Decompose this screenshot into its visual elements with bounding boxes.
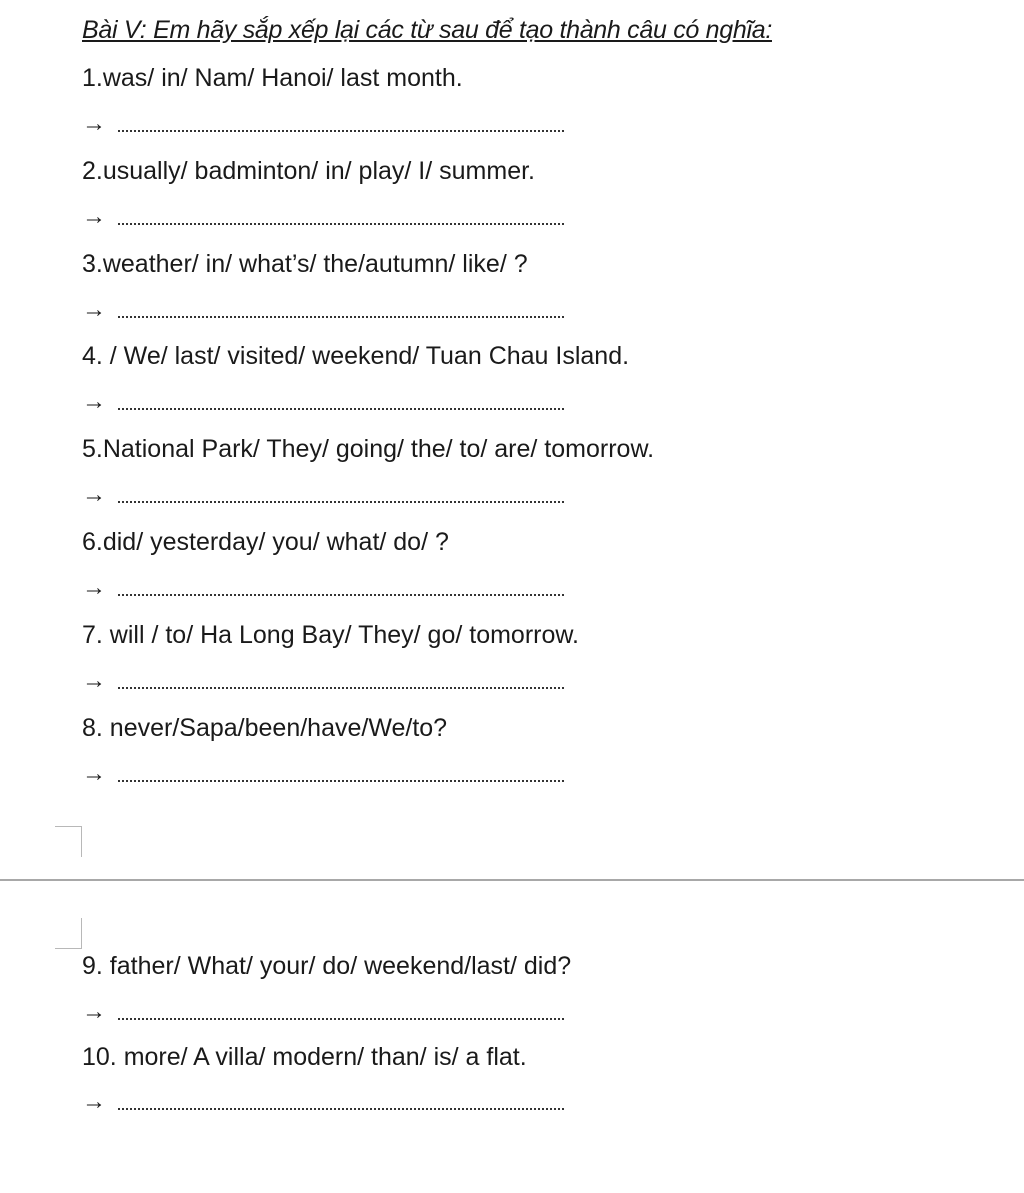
dotted-answer-blank[interactable] [118, 780, 564, 782]
page-break-divider [0, 879, 1024, 881]
dotted-answer-blank[interactable] [118, 1108, 564, 1110]
dotted-answer-blank[interactable] [118, 408, 564, 410]
question-9: 9. father/ What/ your/ do/ weekend/last/ did? [82, 952, 572, 980]
answer-line-10[interactable] [82, 1088, 572, 1117]
dotted-answer-blank[interactable] [118, 1018, 564, 1020]
arrow-icon: → [82, 574, 106, 601]
dotted-answer-blank[interactable] [118, 316, 564, 318]
exercise-title: Bài V: Em hãy sắp xếp lại các từ sau để tạo thành câu có nghĩa: [82, 16, 772, 44]
arrow-icon: → [82, 998, 106, 1025]
page-corner-mark [55, 826, 82, 857]
question-7: 7. will / to/ Ha Long Bay/ They/ go/ tomorrow. [82, 621, 579, 649]
answer-line-3[interactable] [82, 296, 572, 325]
answer-line-1[interactable] [82, 110, 572, 139]
dotted-answer-blank[interactable] [118, 501, 564, 503]
dotted-answer-blank[interactable] [118, 594, 564, 596]
answer-line-9[interactable] [82, 998, 572, 1027]
dotted-answer-blank[interactable] [118, 130, 564, 132]
answer-line-8[interactable] [82, 760, 572, 789]
question-6: 6.did/ yesterday/ you/ what/ do/ ? [82, 528, 449, 556]
answer-line-5[interactable] [82, 481, 572, 510]
arrow-icon: → [82, 296, 106, 323]
dotted-answer-blank[interactable] [118, 223, 564, 225]
question-4: 4. / We/ last/ visited/ weekend/ Tuan Chau Island. [82, 342, 630, 370]
question-2: 2.usually/ badminton/ in/ play/ I/ summer. [82, 157, 535, 185]
question-1: 1.was/ in/ Nam/ Hanoi/ last month. [82, 64, 463, 92]
question-8: 8. never/Sapa/been/have/We/to? [82, 714, 448, 742]
arrow-icon: → [82, 1088, 106, 1115]
question-3: 3.weather/ in/ what’s/ the/autumn/ like/ ? [82, 250, 528, 278]
answer-line-4[interactable] [82, 388, 572, 417]
answer-line-7[interactable] [82, 667, 572, 696]
arrow-icon: → [82, 760, 106, 787]
page-corner-mark [55, 918, 82, 949]
answer-line-2[interactable] [82, 203, 572, 232]
dotted-answer-blank[interactable] [118, 687, 564, 689]
arrow-icon: → [82, 388, 106, 415]
arrow-icon: → [82, 203, 106, 230]
arrow-icon: → [82, 481, 106, 508]
question-5: 5.National Park/ They/ going/ the/ to/ are/ tomorrow. [82, 435, 655, 463]
arrow-icon: → [82, 110, 106, 137]
answer-line-6[interactable] [82, 574, 572, 603]
question-10: 10. more/ A villa/ modern/ than/ is/ a flat. [82, 1043, 527, 1071]
arrow-icon: → [82, 667, 106, 694]
